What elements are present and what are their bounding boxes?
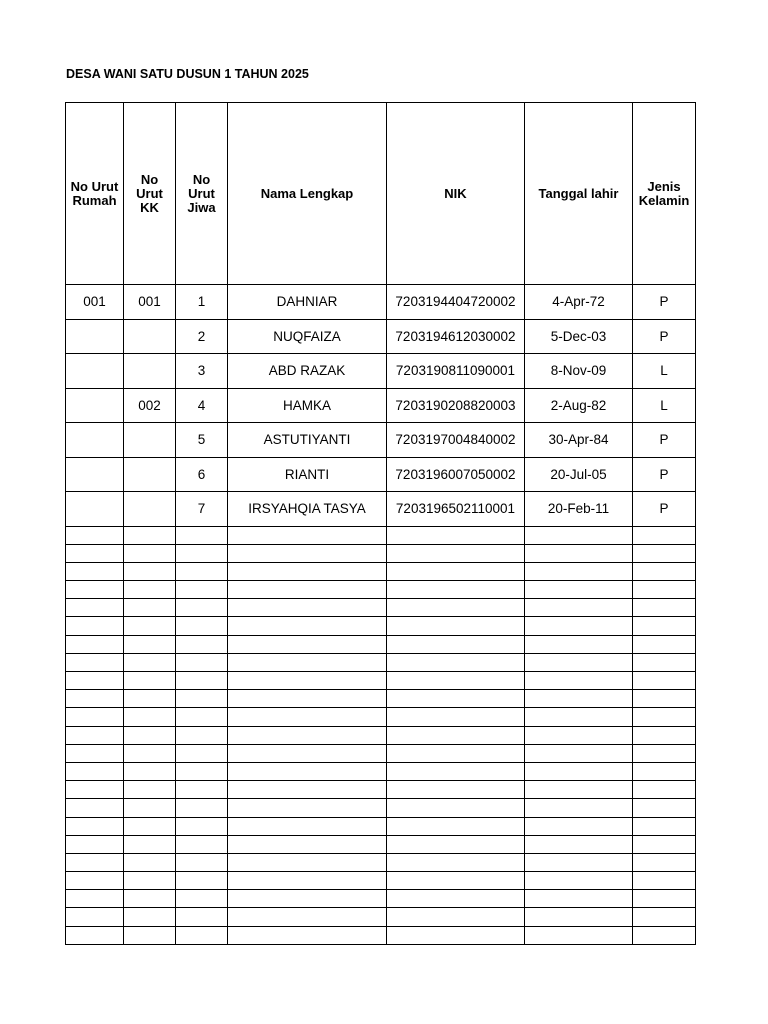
empty-table-row [66,744,696,762]
cell-no-jiwa: 7 [176,492,228,527]
cell-jenis-kelamin: L [633,354,696,389]
empty-table-row [66,672,696,690]
empty-cell [387,890,525,908]
empty-cell [387,799,525,817]
cell-tanggal-lahir: 30-Apr-84 [525,423,633,458]
empty-cell [387,690,525,708]
cell-no-kk [124,354,176,389]
empty-cell [525,872,633,890]
empty-cell [176,653,228,671]
table-row [66,319,696,354]
empty-cell [228,526,387,544]
empty-cell [66,562,124,580]
cell-no-rumah [66,423,124,458]
empty-cell [228,908,387,926]
empty-cell [124,526,176,544]
empty-cell [124,726,176,744]
cell-no-jiwa: 5 [176,423,228,458]
empty-cell [66,762,124,780]
empty-cell [176,853,228,871]
empty-cell [66,744,124,762]
empty-cell [633,635,696,653]
empty-cell [633,890,696,908]
empty-table-row [66,781,696,799]
empty-cell [228,744,387,762]
empty-cell [228,544,387,562]
empty-cell [387,635,525,653]
empty-cell [633,562,696,580]
empty-cell [66,817,124,835]
cell-tanggal-lahir: 2-Aug-82 [525,388,633,423]
empty-cell [387,581,525,599]
cell-nik: 7203190811090001 [387,354,525,389]
empty-cell [176,672,228,690]
empty-cell [387,744,525,762]
empty-cell [66,599,124,617]
empty-cell [228,617,387,635]
cell-no-jiwa: 2 [176,319,228,354]
empty-cell [66,781,124,799]
empty-cell [228,708,387,726]
column-header-jenis-kelamin: Jenis Kelamin [633,103,696,285]
empty-cell [124,708,176,726]
empty-cell [66,853,124,871]
empty-cell [525,672,633,690]
empty-table-row [66,599,696,617]
empty-cell [176,617,228,635]
empty-cell [66,872,124,890]
empty-cell [66,890,124,908]
empty-cell [387,853,525,871]
empty-cell [228,835,387,853]
empty-cell [387,835,525,853]
cell-jenis-kelamin: P [633,319,696,354]
empty-cell [525,690,633,708]
cell-no-kk: 001 [124,285,176,320]
table-row [66,457,696,492]
column-header-no-urut-kk: No Urut KK [124,103,176,285]
empty-cell [124,672,176,690]
cell-no-jiwa: 6 [176,457,228,492]
empty-cell [176,817,228,835]
empty-cell [525,890,633,908]
empty-cell [387,781,525,799]
empty-table-row [66,835,696,853]
empty-cell [66,708,124,726]
column-header-no-urut-jiwa: No Urut Jiwa [176,103,228,285]
cell-no-jiwa: 3 [176,354,228,389]
empty-cell [228,581,387,599]
column-header-nik: NIK [387,103,525,285]
empty-cell [66,908,124,926]
header-row [66,103,696,285]
cell-nama: DAHNIAR [228,285,387,320]
empty-cell [176,781,228,799]
empty-cell [66,690,124,708]
empty-cell [228,890,387,908]
empty-cell [525,526,633,544]
empty-cell [124,835,176,853]
empty-cell [228,762,387,780]
empty-table-row [66,526,696,544]
empty-cell [176,744,228,762]
empty-cell [124,890,176,908]
cell-jenis-kelamin: L [633,388,696,423]
empty-cell [124,581,176,599]
empty-table-row [66,853,696,871]
empty-cell [633,526,696,544]
empty-cell [633,653,696,671]
empty-cell [228,599,387,617]
cell-no-kk: 002 [124,388,176,423]
empty-cell [633,672,696,690]
empty-cell [124,690,176,708]
cell-no-kk [124,423,176,458]
empty-cell [228,926,387,944]
cell-no-kk [124,492,176,527]
cell-tanggal-lahir: 20-Feb-11 [525,492,633,527]
empty-cell [633,617,696,635]
empty-table-row [66,908,696,926]
empty-cell [387,544,525,562]
empty-table-row [66,817,696,835]
cell-nik: 7203197004840002 [387,423,525,458]
empty-cell [176,890,228,908]
cell-nik: 7203190208820003 [387,388,525,423]
table-row [66,354,696,389]
empty-cell [633,853,696,871]
cell-no-jiwa: 1 [176,285,228,320]
empty-cell [176,726,228,744]
empty-cell [228,635,387,653]
empty-table-row [66,926,696,944]
cell-nama: HAMKA [228,388,387,423]
empty-cell [525,781,633,799]
empty-cell [525,617,633,635]
empty-cell [633,781,696,799]
empty-cell [525,581,633,599]
empty-cell [176,526,228,544]
empty-cell [633,817,696,835]
empty-cell [525,726,633,744]
empty-cell [228,781,387,799]
empty-cell [176,562,228,580]
table-row [66,388,696,423]
column-header-nama-lengkap: Nama Lengkap [228,103,387,285]
empty-cell [124,599,176,617]
empty-cell [525,908,633,926]
empty-cell [525,544,633,562]
empty-cell [387,617,525,635]
table-row [66,492,696,527]
cell-jenis-kelamin: P [633,423,696,458]
empty-cell [525,835,633,853]
empty-cell [525,599,633,617]
empty-cell [124,762,176,780]
empty-cell [176,690,228,708]
empty-cell [387,672,525,690]
empty-table-row [66,872,696,890]
empty-cell [228,817,387,835]
empty-cell [387,908,525,926]
empty-cell [525,762,633,780]
empty-cell [176,835,228,853]
cell-no-rumah [66,354,124,389]
empty-cell [228,853,387,871]
empty-cell [387,653,525,671]
empty-cell [66,544,124,562]
empty-cell [633,544,696,562]
table-row [66,423,696,458]
empty-cell [228,726,387,744]
cell-tanggal-lahir: 8-Nov-09 [525,354,633,389]
population-table [65,102,696,945]
cell-nik: 7203194612030002 [387,319,525,354]
empty-cell [66,835,124,853]
empty-cell [176,872,228,890]
empty-cell [633,744,696,762]
empty-cell [387,872,525,890]
empty-cell [124,562,176,580]
empty-cell [387,762,525,780]
empty-table-row [66,581,696,599]
empty-cell [387,926,525,944]
empty-cell [66,799,124,817]
empty-cell [525,635,633,653]
empty-cell [66,581,124,599]
empty-cell [124,817,176,835]
empty-cell [633,726,696,744]
cell-tanggal-lahir: 5-Dec-03 [525,319,633,354]
cell-nama: ABD RAZAK [228,354,387,389]
empty-cell [66,726,124,744]
empty-table-row [66,726,696,744]
empty-table-row [66,762,696,780]
empty-cell [228,872,387,890]
cell-tanggal-lahir: 4-Apr-72 [525,285,633,320]
empty-cell [525,799,633,817]
empty-cell [176,926,228,944]
empty-cell [176,799,228,817]
empty-table-row [66,708,696,726]
cell-no-kk [124,457,176,492]
cell-no-rumah: 001 [66,285,124,320]
cell-jenis-kelamin: P [633,492,696,527]
empty-cell [525,817,633,835]
empty-cell [228,799,387,817]
empty-cell [633,762,696,780]
empty-table-row [66,653,696,671]
empty-cell [228,562,387,580]
empty-cell [176,599,228,617]
cell-nama: RIANTI [228,457,387,492]
cell-nik: 7203194404720002 [387,285,525,320]
empty-cell [124,544,176,562]
empty-cell [176,908,228,926]
empty-cell [387,562,525,580]
cell-nama: NUQFAIZA [228,319,387,354]
empty-table-row [66,799,696,817]
cell-nama: ASTUTIYANTI [228,423,387,458]
empty-cell [387,726,525,744]
cell-tanggal-lahir: 20-Jul-05 [525,457,633,492]
empty-table-row [66,617,696,635]
empty-cell [633,926,696,944]
empty-cell [387,708,525,726]
empty-cell [228,672,387,690]
empty-cell [633,708,696,726]
empty-cell [525,708,633,726]
empty-cell [633,872,696,890]
empty-cell [633,581,696,599]
empty-table-row [66,890,696,908]
empty-cell [228,690,387,708]
empty-cell [525,653,633,671]
empty-table-row [66,635,696,653]
cell-nik: 7203196502110001 [387,492,525,527]
empty-cell [124,635,176,653]
empty-cell [66,526,124,544]
empty-cell [525,853,633,871]
cell-no-rumah [66,492,124,527]
table-row [66,285,696,320]
empty-cell [66,672,124,690]
empty-cell [228,653,387,671]
empty-cell [176,544,228,562]
cell-no-jiwa: 4 [176,388,228,423]
page-title: DESA WANI SATU DUSUN 1 TAHUN 2025 [66,67,309,81]
cell-nama: IRSYAHQIA TASYA [228,492,387,527]
empty-cell [66,635,124,653]
empty-cell [124,853,176,871]
empty-cell [176,708,228,726]
empty-cell [124,799,176,817]
empty-cell [124,872,176,890]
empty-cell [633,799,696,817]
empty-cell [176,762,228,780]
empty-cell [176,635,228,653]
cell-no-rumah [66,388,124,423]
cell-jenis-kelamin: P [633,457,696,492]
cell-jenis-kelamin: P [633,285,696,320]
column-header-tanggal-lahir: Tanggal lahir [525,103,633,285]
empty-cell [124,926,176,944]
empty-cell [66,653,124,671]
empty-cell [66,617,124,635]
empty-cell [525,562,633,580]
empty-cell [124,653,176,671]
empty-cell [124,908,176,926]
empty-table-row [66,690,696,708]
cell-nik: 7203196007050002 [387,457,525,492]
empty-cell [633,835,696,853]
empty-table-row [66,544,696,562]
empty-cell [124,781,176,799]
empty-cell [387,526,525,544]
empty-cell [633,908,696,926]
empty-cell [633,690,696,708]
empty-cell [633,599,696,617]
empty-cell [525,744,633,762]
empty-cell [124,744,176,762]
empty-table-row [66,562,696,580]
cell-no-rumah [66,457,124,492]
empty-cell [124,617,176,635]
empty-cell [387,817,525,835]
empty-cell [387,599,525,617]
cell-no-rumah [66,319,124,354]
cell-no-kk [124,319,176,354]
table-body [66,285,696,945]
empty-cell [176,581,228,599]
column-header-no-urut-rumah: No Urut Rumah [66,103,124,285]
empty-cell [525,926,633,944]
empty-cell [66,926,124,944]
